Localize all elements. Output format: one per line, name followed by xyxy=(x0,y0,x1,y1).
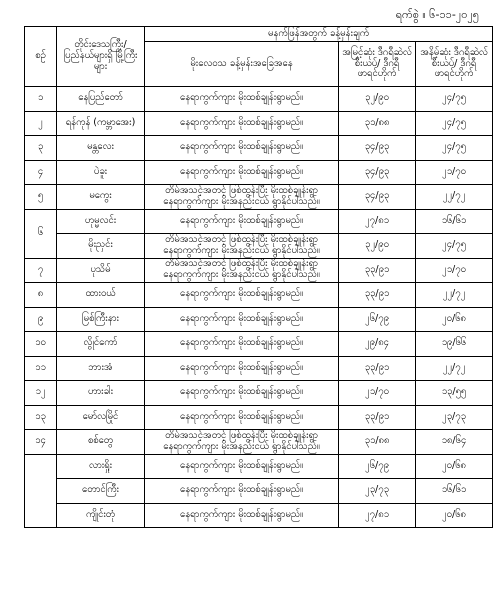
condition-line: နေရာကွက်ကျား မိုးထစ်ချုန်းရွာမည်။ xyxy=(180,508,303,520)
condition-line: နေရာကွက်ကျား မိုးထစ်ချုန်းရွာမည်။ xyxy=(180,214,303,226)
city-name: ကျိုင်းတုံ xyxy=(57,503,145,528)
condition-line: နေရာကွက်ကျား မိုးအနည်းငယ် ရွာနိုင်ပါသည်။ xyxy=(163,440,320,452)
city-name: လွိုင်ကော် xyxy=(57,332,145,357)
min-temp: ၂၀/၆၈ xyxy=(416,503,493,528)
report-date: ရက်စွဲ ။ ၆-၁၁-၂၀၂၅ xyxy=(395,8,479,21)
row-number: ၂ xyxy=(25,111,57,136)
city-name: တောင်ကြီး xyxy=(57,479,145,504)
max-temp: ၂၁/၇၀ xyxy=(339,381,416,406)
row-number xyxy=(25,454,57,528)
max-temp: ၂၆/၇၉ xyxy=(339,307,416,332)
condition-line: နေရာကွက်ကျား မိုးထစ်ချုန်းရွာမည်။ xyxy=(180,165,303,177)
table-row xyxy=(25,454,493,479)
min-temp: ၂၀/၆၈ xyxy=(416,454,493,479)
row-number: ၉ xyxy=(25,307,57,332)
max-temp: ၃၄/၉၃ xyxy=(339,136,416,161)
row-number: ၆ xyxy=(25,209,57,258)
max-temp: ၂၆/၇၉ xyxy=(339,454,416,479)
table-row xyxy=(25,185,493,210)
weather-condition xyxy=(145,479,339,504)
min-temp: ၂၁/၇၀ xyxy=(416,160,493,185)
condition-line: နေရာကွက်ကျား မိုးအနည်းငယ် ရွာနိုင်ပါသည်။ xyxy=(163,244,320,256)
condition-line: နေရာကွက်ကျား မိုးထစ်ချုန်းရွာမည်။ xyxy=(180,141,303,153)
table-row xyxy=(25,356,493,381)
max-temp: ၂၇/၈၁ xyxy=(339,209,416,234)
weather-condition xyxy=(145,209,339,234)
weather-condition xyxy=(145,454,339,479)
min-temp: ၂၁/၇၀ xyxy=(416,258,493,283)
condition-line: နေရာကွက်ကျား မိုးထစ်ချုန်းရွာမည်။ xyxy=(180,288,303,300)
max-temp: ၃၂/၉၀ xyxy=(339,234,416,259)
city-name: မန္တလေး xyxy=(57,136,145,161)
min-temp: ၁၃/၅၅ xyxy=(416,381,493,406)
max-temp: ၃၃/၉၁ xyxy=(339,258,416,283)
condition-line: နေရာကွက်ကျား မိုးထစ်ချုန်းရွာမည်။ xyxy=(180,337,303,349)
city-name: စစ်တွေ xyxy=(57,430,145,455)
table-row xyxy=(25,332,493,357)
row-number: ၈ xyxy=(25,283,57,308)
forecast-table xyxy=(24,26,493,528)
weather-condition xyxy=(145,307,339,332)
header-max-temp: အမြင့်ဆုံး ဒီဂရီဆဲလ်စီးယပ်/ ဒီဂရီဖာရင်ဟိုက် xyxy=(339,42,416,87)
min-temp: ၂၄/၇၅ xyxy=(416,111,493,136)
table-row xyxy=(25,405,493,430)
max-temp: ၂၇/၈၁ xyxy=(339,503,416,528)
weather-condition xyxy=(145,430,339,455)
table-row xyxy=(25,136,493,161)
row-number: ၁၀ xyxy=(25,332,57,357)
table-row xyxy=(25,479,493,504)
city-name: ဟားခါး xyxy=(57,381,145,406)
condition-line: နေရာကွက်ကျား မိုးထစ်ချုန်းရွာမည်။ xyxy=(180,361,303,373)
condition-line: နေရာကွက်ကျား မိုးထစ်ချုန်းရွာမည်။ xyxy=(180,410,303,422)
max-temp: ၂၉/၈၄ xyxy=(339,332,416,357)
condition-line: တိမ်အသင့်အတင့် ဖြစ်ထွန်းပြီး မိုးထစ်ချုန်းရွာ xyxy=(165,184,318,196)
table-row xyxy=(25,111,493,136)
city-name: ပုသိမ် xyxy=(57,258,145,283)
city-name: ထားဝယ် xyxy=(57,283,145,308)
condition-line: နေရာကွက်ကျား မိုးထစ်ချုန်းရွာမည်။ xyxy=(180,484,303,496)
city-name: မိုးညှင်း xyxy=(57,234,145,259)
min-temp: ၂၄/၇၅ xyxy=(416,234,493,259)
row-number: ၁၁ xyxy=(25,356,57,381)
weather-condition xyxy=(145,87,339,112)
city-name: မြစ်ကြီးနား xyxy=(57,307,145,332)
max-temp: ၃၁/၈၈ xyxy=(339,111,416,136)
city-name: နေပြည်တော် xyxy=(57,87,145,112)
row-number: ၁၃ xyxy=(25,405,57,430)
weather-condition xyxy=(145,258,339,283)
max-temp: ၃၄/၉၃ xyxy=(339,185,416,210)
table-row xyxy=(25,307,493,332)
city-name: ဘားအံ xyxy=(57,356,145,381)
header-condition: မိုးလေဝသ ခန့်မှန်းအခြေအနေ xyxy=(145,42,339,87)
min-temp: ၁၆/၆၁ xyxy=(416,479,493,504)
row-number: ၄ xyxy=(25,160,57,185)
condition-line: တိမ်အသင့်အတင့် ဖြစ်ထွန်းပြီး မိုးထစ်ချုန်းရွာ xyxy=(165,429,318,441)
max-temp: ၃၁/၈၈ xyxy=(339,430,416,455)
city-name: ဟုမ္မလင်း xyxy=(57,209,145,234)
min-temp: ၂၂/၇၂ xyxy=(416,356,493,381)
weather-condition xyxy=(145,136,339,161)
condition-line: နေရာကွက်ကျား မိုးထစ်ချုန်းရွာမည်။ xyxy=(180,92,303,104)
header-forecast: မနက်ဖြန်အတွက် ခန့်မှန်းချက် xyxy=(145,27,493,42)
table-row xyxy=(25,503,493,528)
table-row xyxy=(25,283,493,308)
condition-line: နေရာကွက်ကျား မိုးအနည်းငယ် ရွာနိုင်ပါသည်။ xyxy=(163,195,320,207)
min-temp: ၂၄/၇၅ xyxy=(416,136,493,161)
min-temp: ၁၉/၆၆ xyxy=(416,332,493,357)
row-number: ၃ xyxy=(25,136,57,161)
min-temp: ၂၄/၇၅ xyxy=(416,87,493,112)
weather-condition xyxy=(145,356,339,381)
table-row xyxy=(25,87,493,112)
header-region: တိုင်းဒေသကြီး/ ပြည်နယ်များရှိ မြို့ကြီးများ xyxy=(57,27,145,87)
condition-line: နေရာကွက်ကျား မိုးထစ်ချုန်းရွာမည်။ xyxy=(180,312,303,324)
table-row xyxy=(25,381,493,406)
max-temp: ၂၃/၇၃ xyxy=(339,479,416,504)
min-temp: ၂၃/၇၃ xyxy=(416,405,493,430)
condition-line: နေရာကွက်ကျား မိုးထစ်ချုန်းရွာမည်။ xyxy=(180,116,303,128)
weather-condition xyxy=(145,185,339,210)
row-number: ၁၄ xyxy=(25,430,57,455)
weather-condition xyxy=(145,111,339,136)
table-row xyxy=(25,258,493,283)
weather-condition xyxy=(145,503,339,528)
min-temp: ၂၂/၇၂ xyxy=(416,283,493,308)
min-temp: ၁၆/၆၁ xyxy=(416,209,493,234)
min-temp: ၂၀/၆၈ xyxy=(416,307,493,332)
table-row xyxy=(25,430,493,455)
city-name: မကွေး xyxy=(57,185,145,210)
city-name: ပဲခူး xyxy=(57,160,145,185)
condition-line: တိမ်အသင့်အတင့် ဖြစ်ထွန်းပြီး မိုးထစ်ချုန်းရွာ xyxy=(165,233,318,245)
table-row xyxy=(25,209,493,234)
weather-condition xyxy=(145,405,339,430)
row-number: ၅ xyxy=(25,185,57,210)
city-name: လားရှိုး xyxy=(57,454,145,479)
table-row xyxy=(25,160,493,185)
min-temp: ၁၈/၆၄ xyxy=(416,430,493,455)
condition-line: နေရာကွက်ကျား မိုးထစ်ချုန်းရွာမည်။ xyxy=(180,386,303,398)
city-name: မော်လမြိုင် xyxy=(57,405,145,430)
min-temp: ၂၂/၇၂ xyxy=(416,185,493,210)
weather-condition xyxy=(145,160,339,185)
max-temp: ၃၃/၉၁ xyxy=(339,405,416,430)
max-temp: ၃၃/၉၁ xyxy=(339,283,416,308)
condition-line: နေရာကွက်ကျား မိုးအနည်းငယ် ရွာနိုင်ပါသည်။ xyxy=(163,269,320,281)
city-name: ရန်ကုန် (ကမ္ဘာအေး) xyxy=(57,111,145,136)
weather-condition xyxy=(145,283,339,308)
max-temp: ၃၄/၉၃ xyxy=(339,160,416,185)
condition-line: တိမ်အသင့်အတင့် ဖြစ်ထွန်းပြီး မိုးထစ်ချုန်းရွာ xyxy=(165,258,318,270)
weather-condition xyxy=(145,332,339,357)
weather-condition xyxy=(145,234,339,259)
row-number: ၇ xyxy=(25,258,57,283)
header-min-temp: အနိမ့်ဆုံး ဒီဂရီဆဲလ်စီးယပ်/ ဒီဂရီဖာရင်ဟိုက် xyxy=(416,42,493,87)
row-number: ၁ xyxy=(25,87,57,112)
condition-line: နေရာကွက်ကျား မိုးထစ်ချုန်းရွာမည်။ xyxy=(180,459,303,471)
table-row xyxy=(25,234,493,259)
header-no: စဉ် xyxy=(25,27,57,87)
max-temp: ၃၃/၉၁ xyxy=(339,356,416,381)
max-temp: ၃၂/၉၀ xyxy=(339,87,416,112)
row-number: ၁၂ xyxy=(25,381,57,406)
weather-condition xyxy=(145,381,339,406)
